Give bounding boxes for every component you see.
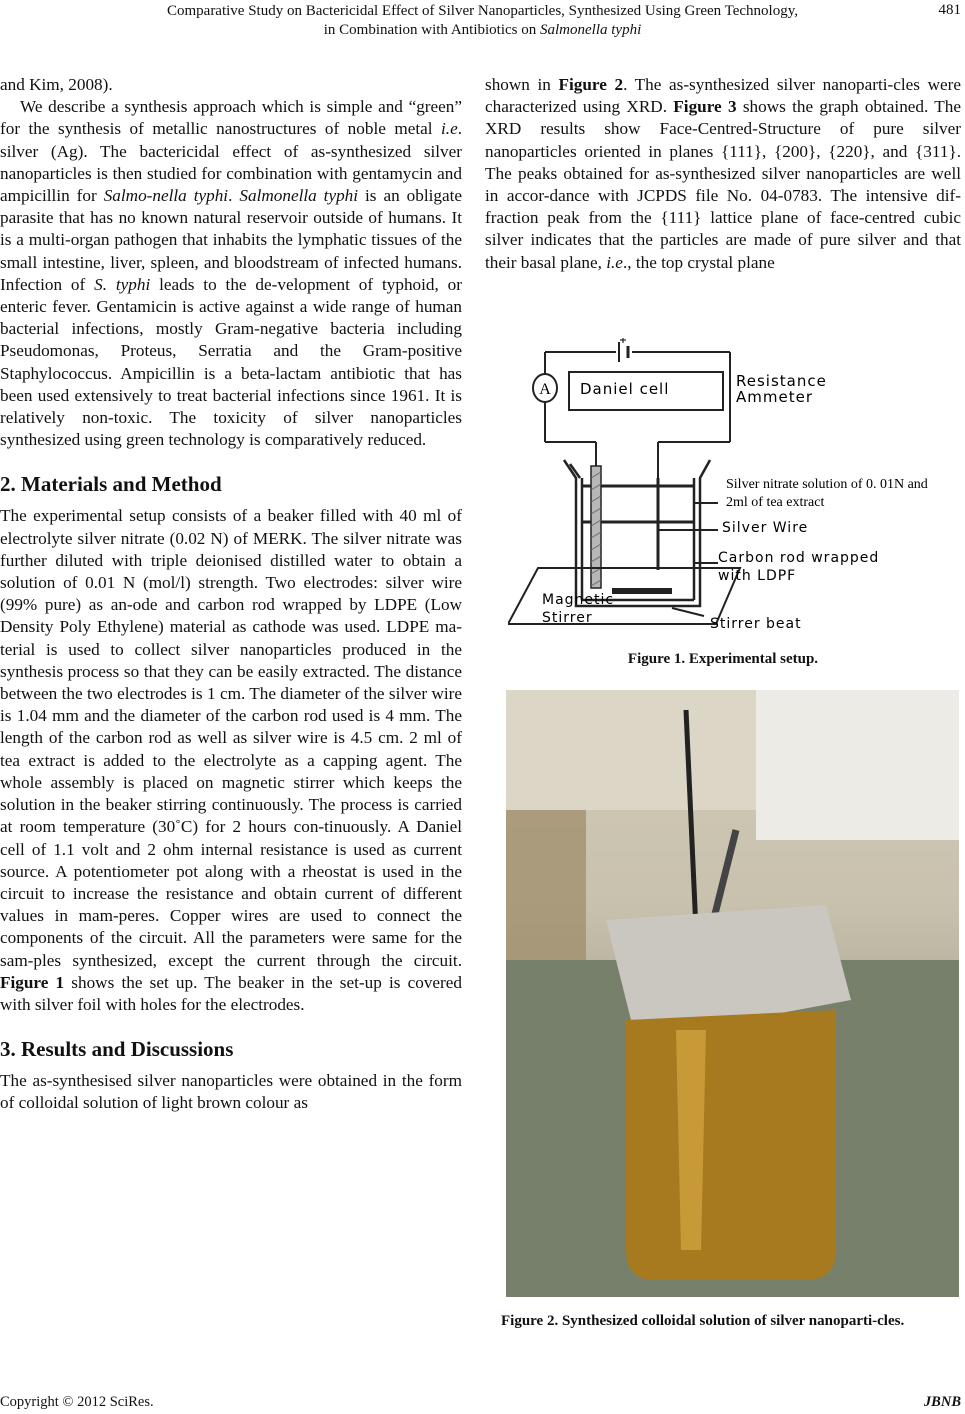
text-span: . The as-synthesized silver nanoparti-cles were characterized using XRD. [485,75,962,117]
text-span: shows the set up. The beaker in the set-up is covered with silver foil with holes for the electrodes. [0,972,463,1014]
photo-illustration [506,690,959,1297]
section-heading-results: 3. Results and Discussions [0,1037,234,1062]
italic-species: Salmo-nella typhi [103,186,229,206]
photo-bag [756,690,959,840]
text-span: shows the graph obtained. The XRD results show Face-Centred-Structure of pure silver nanoparticles oriented in planes {111}, {200}, {220}, and {311}. The peaks obtained for as-synthesized silver nanoparticles are well in accor-dance with JCPDS file No. 04-0783. The intensive dif-fraction peak from the {111} lattice plane of face-centred cubic silver indicates that the particles are made of pure silver and that their basal plane, [485,97,962,272]
silver-wire-electrode [591,466,601,588]
page-number: 481 [938,2,961,18]
silver-wire-label: Silver Wire [722,520,809,536]
text-span: leads to the de-velopment of typhoid, or enteric fever. Gentamicin is active against a wide range of human bacterial infections, mostly Gram-negative bacteria including Pseudomonas, Proteus, Serratia and the Gram-positive Staphylococcus. Ampicillin is a beta-lactam antibiotic that has been used extensively to treat bacterial infections since 1961. It is relatively non-toxic. The toxicity of silver nanoparticles synthesized using green technology is comparatively reduced. [0,274,462,450]
paragraph-methods [0,505,462,1016]
text-span: . silver (Ag). The bactericidal effect of as-synthesized silver nanoparticles is then studied for combination with gentamycin and ampicillin for [0,119,462,206]
running-head-line1: Comparative Study on Bactericidal Effect of Silver Nanoparticles, Synthesized Using Green Technology, [166,3,798,19]
paragraph-xrd [485,74,961,274]
right-column [485,74,961,274]
figure-ref: Figure 2 [558,75,624,94]
text-span: . [228,186,240,206]
photo-window [506,810,586,960]
resistance-label: Resistance [736,372,827,390]
figure1-caption: Figure 1. Experimental setup. [627,651,819,667]
solution-label-line2: 2ml of tea extract [726,495,825,510]
text-span: shown in [485,75,559,94]
running-head-line2 [0,21,965,40]
paragraph-continued: and Kim, 2008). [0,75,113,94]
italic-species: Salmonella typhi [239,186,359,206]
text-span: The experimental setup consists of a beaker filled with 40 ml of electrolyte silver nitrate (0.02 N) of MERK. The silver nitrate was further diluted with triple deionised distilled water to obtain a solution of 0.01 N (mol/l) strength. Two electrodes: silver wire (99% pure) as an-ode and carbon rod wrapped by LDPE (Low Density Poly Ethylene) material as cathode was used. LDPE ma-terial is used to collect silver nanoparticles produced in the synthesis process so that they can be easily extracted. The distance between the two electrodes is 1 cm. The diameter of the silver wire is 1.04 mm and the diameter of the carbon rod used is 4 mm. The length of the carbon rod as well as silver wire is 4.5 cm. 2 ml of tea extract is added to the electrolyte as a capping agent. The whole assembly is placed on magnetic stirrer which keeps the solution in the beaker stirring continuously. The process is carried at room temperature (30˚C) for 2 hours con-tinuously. A Daniel cell of 1.1 volt and 2 ohm internal resistance is used as current source. A potentiometer pot along with a rheostat is used in the circuit to increase the resistance and obtain current of different values in mam-peres. Copper wires are used to connect the components of the circuit. All the parameters were same for the sam-ples synthesized, except the current through the circuit. [0,506,462,970]
italic-ie: i.e [606,252,623,272]
carbon-rod-label-line1: Carbon rod wrapped [718,550,880,566]
photo-beaker-solution [626,1010,836,1280]
running-head-species: Salmonella typhi [540,22,642,38]
colloidal-solution-photo [506,690,959,1297]
italic-ie: i.e [441,119,458,139]
ammeter-label: Ammeter [736,388,813,406]
running-head [0,2,965,40]
stirrer-label: Stirrer [542,610,593,626]
solution-label-line1: Silver nitrate solution of 0. 01N and [726,477,928,492]
experimental-setup-diagram [508,338,960,634]
text-span: ., the top crystal plane [622,252,775,272]
copyright: Copyright © 2012 SciRes. [0,1394,154,1410]
figure-ref: Figure 1 [0,972,65,992]
paragraph-results: The as-synthesised silver nanoparticles were obtained in the form of colloidal solution of light brown colour as [0,1071,462,1113]
daniel-cell-label: Daniel cell [580,380,670,398]
ammeter-symbol-label: A [539,381,551,398]
journal-abbrev: JBNB [923,1394,961,1410]
carbon-rod-label-line2: with LDPF [718,568,797,584]
figure-ref: Figure 3 [673,97,737,117]
italic-species: S. typhi [94,274,151,294]
stirrer-bar [612,588,672,594]
text-span: We describe a synthesis approach which is simple and “green” for the synthesis of metallic nanostructures of noble metal [0,97,462,139]
running-head-line2-text: in Combination with Antibiotics on [323,22,540,38]
left-column [0,74,462,1115]
stirrer-beat-label: Stirrer beat [710,616,802,632]
figure2-caption: Figure 2. Synthesized colloidal solution of silver nanoparti-cles. [501,1313,905,1329]
magnetic-label: Magnetic [542,592,615,608]
paragraph-intro [0,96,462,451]
text-span: is an obligate parasite that has no known natural reservoir outside of humans. It is a multi-organ pathogen that inhabits the lymphatic tissues of the small intestine, liver, spleen, and bloodstream of infected humans. Infection of [0,186,463,294]
section-heading-methods: 2. Materials and Method [0,472,222,497]
photo-highlight [676,1030,706,1250]
